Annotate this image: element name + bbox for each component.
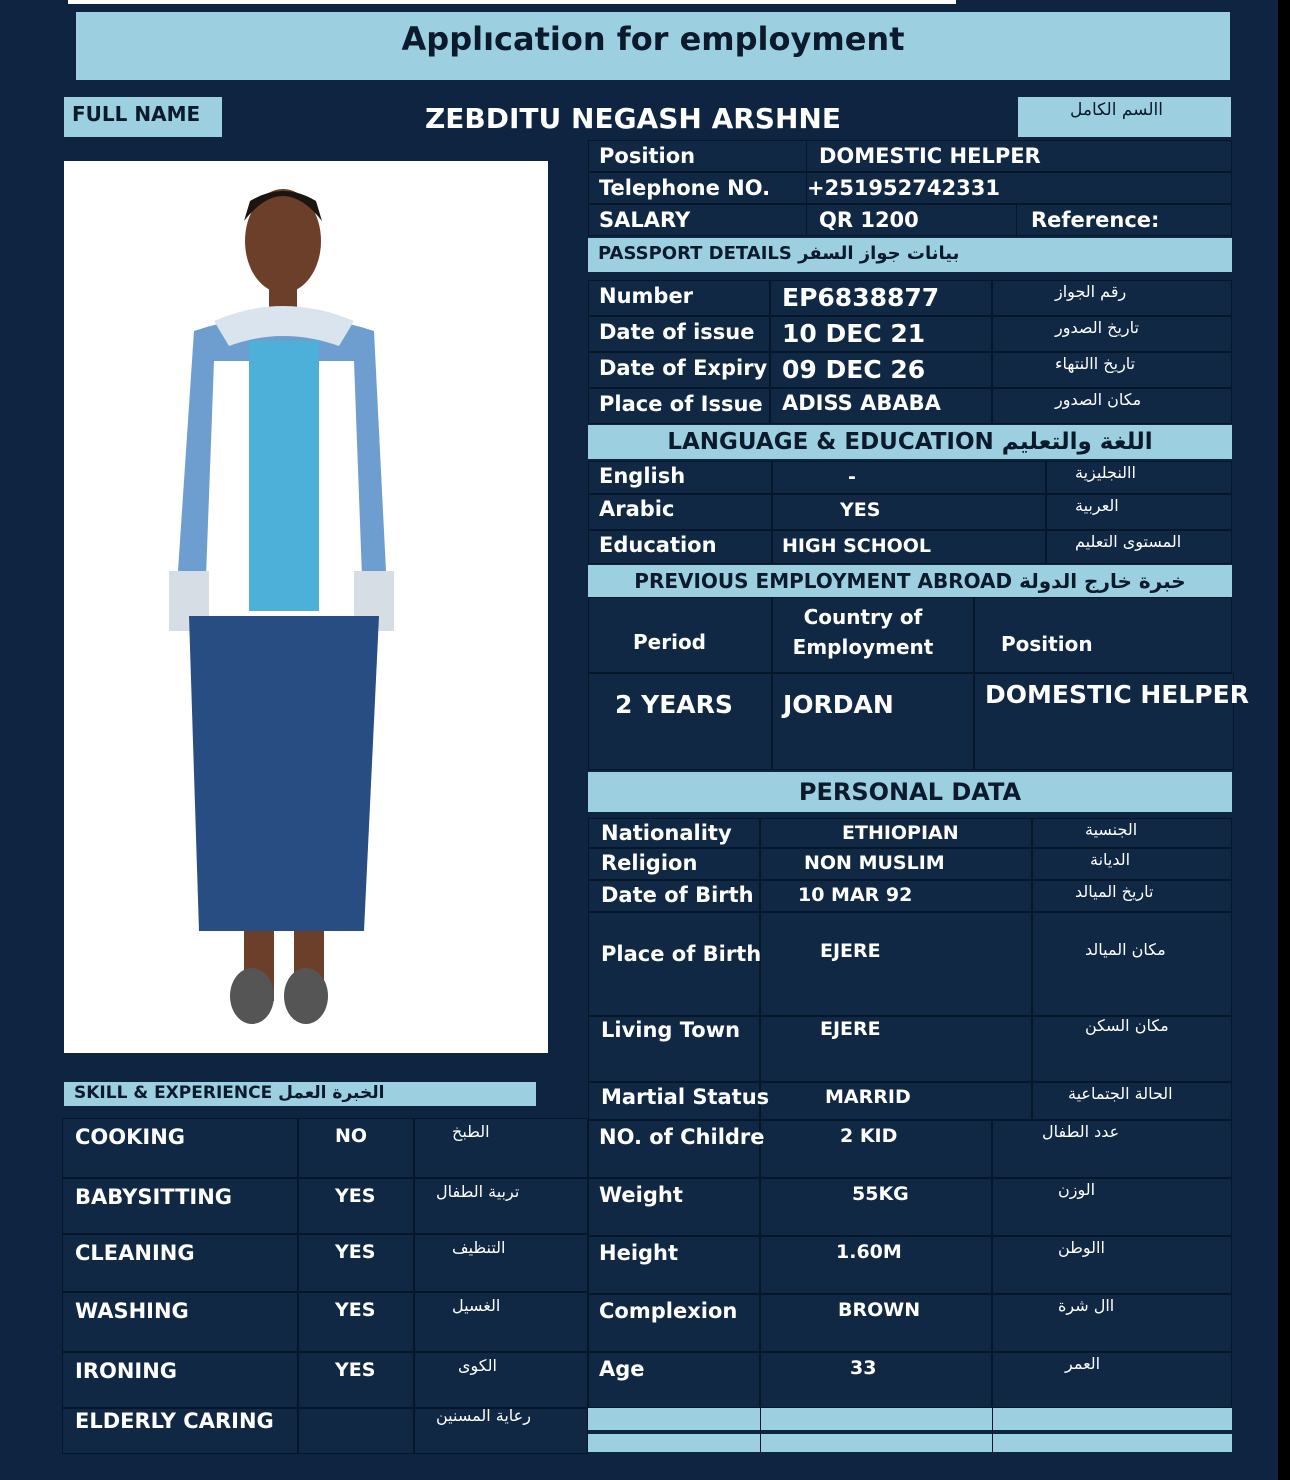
personal-label: Living Town [601, 1018, 741, 1042]
previous-header-period [588, 597, 772, 673]
personal-ar: مكان الميالد [1085, 940, 1166, 959]
passport-value: 10 DEC 21 [782, 319, 926, 348]
personal-ar: الجنسية [1085, 820, 1138, 839]
divider [992, 1408, 993, 1452]
personal-value: ETHIOPIAN [842, 822, 959, 844]
previous-employment-header [588, 565, 1232, 597]
personal-data-header [588, 772, 1232, 812]
passport-header [588, 238, 1232, 272]
skill-ar: الطبخ [452, 1122, 490, 1141]
personal-label: Nationality [601, 821, 732, 845]
top-border [68, 0, 956, 4]
skill-value: NO [335, 1125, 368, 1147]
person-illustration [64, 161, 548, 1053]
personal-value: BROWN [838, 1299, 921, 1321]
skill-label: WASHING [75, 1299, 189, 1323]
personal-ar-cell [992, 1178, 1232, 1236]
language-label: English [599, 464, 686, 488]
position-value: DOMESTIC HELPER [819, 144, 1041, 168]
skills-header [64, 1082, 536, 1106]
skill-ar-cell [414, 1352, 588, 1408]
passport-label: Date of Expiry [599, 356, 768, 380]
language-label: Education [599, 533, 717, 557]
position-label: Position [599, 144, 696, 168]
passport-header-text: PASSPORT DETAILS بيانات جواز السفر [598, 243, 960, 264]
personal-value: 55KG [852, 1183, 909, 1205]
full-name-label: FULL NAME [72, 102, 201, 126]
skill-ar: الغسيل [452, 1296, 501, 1315]
previous-position: DOMESTIC HELPER [985, 680, 1249, 709]
position-column-label: Position [1001, 632, 1093, 656]
personal-label: Place of Birth [601, 942, 762, 966]
personal-ar-cell [992, 1352, 1232, 1408]
title-banner [76, 12, 1230, 80]
personal-value: EJERE [820, 1018, 881, 1040]
personal-label: Height [599, 1241, 679, 1265]
personal-value-cell [760, 912, 1032, 1016]
skill-label: COOKING [75, 1125, 186, 1149]
personal-value: 1.60M [836, 1241, 902, 1263]
skill-ar: تربية الطفال [436, 1182, 520, 1201]
personal-label: Date of Birth [601, 883, 754, 907]
previous-period: 2 YEARS [615, 690, 733, 719]
country-column-label: Country of Employment [792, 605, 934, 659]
skill-label: CLEANING [75, 1241, 195, 1265]
personal-ar: عدد الطفال [1042, 1122, 1120, 1141]
previous-position-cell [974, 673, 1249, 770]
language-value: HIGH SCHOOL [782, 535, 932, 557]
page-title: Applıcation for employment [401, 20, 905, 58]
salary-label: SALARY [599, 208, 691, 232]
language-header [588, 425, 1232, 459]
passport-ar: رقم الجواز [1055, 282, 1127, 301]
personal-label: Martial Status [601, 1085, 770, 1109]
language-header-text: LANGUAGE & EDUCATION اللغة والتعليم [667, 429, 1153, 455]
telephone-label: Telephone NO. [599, 176, 771, 200]
skill-value: YES [335, 1185, 376, 1207]
personal-label: Age [599, 1357, 645, 1381]
full-name-value: ZEBDITU NEGASH ARSHNE [425, 102, 841, 135]
personal-ar: االوطن [1058, 1238, 1105, 1257]
language-value-cell [772, 494, 1046, 530]
personal-ar: اال شرة [1058, 1296, 1115, 1315]
personal-ar: الوزن [1058, 1180, 1096, 1199]
passport-label: Place of Issue [599, 392, 763, 416]
personal-ar-cell [1032, 848, 1232, 880]
language-ar: االنجليزية [1075, 463, 1136, 482]
skill-ar: التنظيف [452, 1238, 506, 1257]
previous-country-cell [772, 673, 974, 770]
skill-ar: الكوى [458, 1356, 497, 1375]
language-value-cell [772, 461, 1046, 494]
personal-label: Religion [601, 851, 698, 875]
skill-label: ELDERLY CARING [75, 1409, 274, 1433]
personal-value: EJERE [820, 940, 881, 962]
language-value: YES [840, 499, 881, 521]
language-ar-cell [1046, 494, 1232, 530]
skill-value: YES [335, 1299, 376, 1321]
personal-value: NON MUSLIM [804, 852, 945, 874]
skill-label: IRONING [75, 1359, 178, 1383]
divider [806, 140, 807, 236]
position-row [588, 140, 1232, 172]
passport-value: 09 DEC 26 [782, 355, 926, 384]
passport-ar: مكان الصدور [1055, 390, 1142, 409]
personal-value: 33 [850, 1357, 877, 1379]
footer-strip [588, 1408, 1232, 1430]
personal-value: 10 MAR 92 [798, 884, 913, 906]
previous-period-cell [588, 673, 772, 770]
personal-ar: العمر [1065, 1354, 1101, 1373]
previous-country: JORDAN [783, 690, 894, 719]
reference-label: Reference: [1031, 208, 1160, 232]
skill-ar: رعاية المسنين [436, 1406, 531, 1425]
passport-value: ADISS ABABA [782, 391, 941, 415]
personal-label: Weight [599, 1183, 683, 1207]
passport-ar: تاريخ الصدور [1055, 318, 1139, 337]
passport-value: EP6838877 [782, 283, 940, 312]
personal-ar-cell [1032, 912, 1232, 1016]
passport-label: Date of issue [599, 320, 755, 344]
skill-ar-cell [414, 1292, 588, 1352]
telephone-value: +251952742331 [807, 176, 1000, 200]
personal-label: NO. of Childre [599, 1125, 765, 1149]
personal-value: 2 KID [840, 1125, 898, 1147]
applicant-photo [64, 161, 548, 1053]
salary-row [588, 204, 1232, 236]
personal-label: Complexion [599, 1299, 738, 1323]
passport-ar: تاريخ االنتهاء [1055, 354, 1136, 373]
personal-value-cell [760, 1016, 1032, 1082]
divider [760, 1408, 761, 1452]
footer-strip [588, 1434, 1232, 1452]
skill-value: YES [335, 1359, 376, 1381]
language-ar-cell [1046, 461, 1232, 494]
right-edge [1278, 0, 1290, 1480]
skill-value-cell [298, 1408, 414, 1454]
skill-value: YES [335, 1241, 376, 1263]
language-value: - [848, 466, 856, 488]
language-ar: العربية [1075, 496, 1119, 515]
personal-ar: تاريخ الميالد [1075, 882, 1154, 901]
skills-header-text: SKILL & EXPERIENCE الخبرة العمل [74, 1083, 385, 1103]
passport-label: Number [599, 284, 694, 308]
personal-ar: مكان السكن [1085, 1016, 1169, 1035]
personal-value: MARRID [825, 1086, 911, 1108]
salary-value: QR 1200 [819, 208, 919, 232]
personal-ar: الحالة الجتماعية [1068, 1084, 1173, 1103]
divider [1016, 204, 1017, 236]
telephone-row [588, 172, 1232, 204]
full-name-ar-box [1018, 97, 1231, 137]
personal-ar-cell [992, 1236, 1232, 1294]
skill-label: BABYSITTING [75, 1185, 233, 1209]
previous-header-country [772, 597, 974, 673]
full-name-label-box [64, 97, 222, 137]
skill-ar-cell [414, 1118, 588, 1178]
personal-ar: الديانة [1090, 850, 1131, 869]
previous-header-text: PREVIOUS EMPLOYMENT ABROAD خبرة خارج الدولة [634, 569, 1186, 593]
language-label: Arabic [599, 497, 675, 521]
previous-header-position [974, 597, 1232, 673]
full-name-ar-label: االسم الكامل [1070, 100, 1163, 120]
language-ar: المستوى التعليم [1075, 532, 1182, 551]
period-column-label: Period [633, 630, 706, 654]
personal-header-text: PERSONAL DATA [798, 778, 1022, 806]
